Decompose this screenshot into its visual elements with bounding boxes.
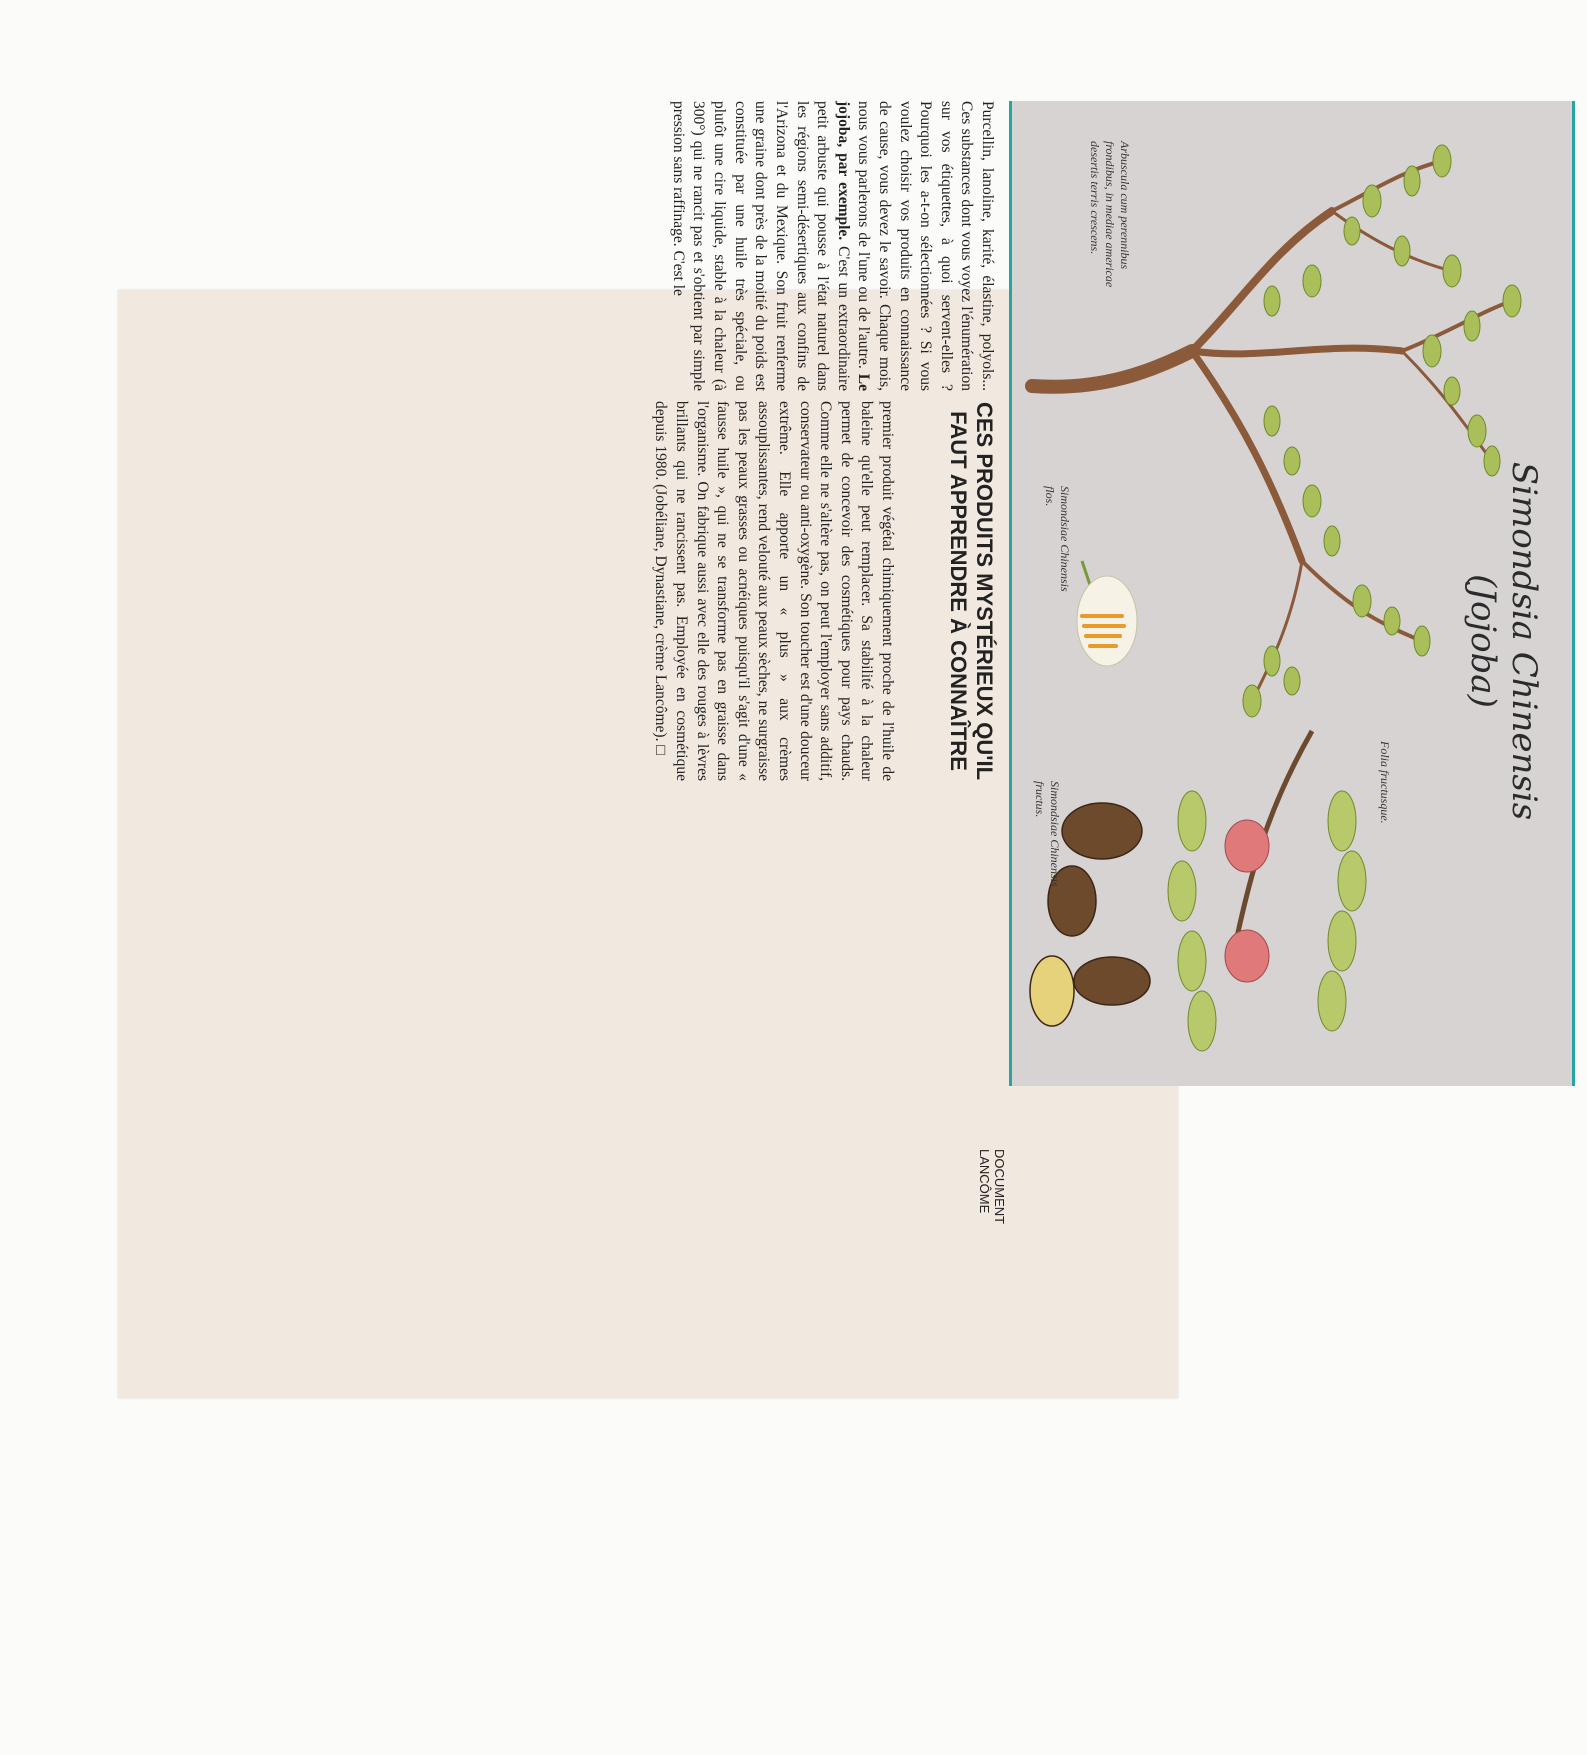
illustration-panel (1009, 101, 1575, 1086)
intro-paragraph: Purcellin, lanoline, karité, élastine, polyols... Ces substances dont vous voyez l'énumération sur vos étiquettes, à quoi servent-elles ? Pourquoi les a-t-on sélectionnées ? Si vous voulez choisir vos produits en connaissance de cause, vous devez le savoir. Chaque mois, nous vous parlerons de l'une ou de l'autre. (855, 101, 996, 391)
title-line-1: Simondsia Chinensis (1504, 461, 1544, 821)
leaves-caption: Folia fructusque. (1378, 741, 1392, 824)
article-body (577, 101, 997, 1086)
document-credit: DOCUMENT LANCÔME (977, 1149, 1007, 1224)
end-mark: □ (652, 745, 670, 755)
article-column-2 (650, 401, 897, 781)
article-headline: CES PRODUITS MYSTÉRIEUX QU'IL FAUT APPRENDRE À CONNAÎTRE (945, 401, 997, 781)
illustration-title (1462, 461, 1544, 821)
article-column-1 (667, 101, 997, 391)
newspaper-clipping (118, 101, 1544, 1398)
fruit-caption: Simondsiae Chinensis fructus. (1033, 781, 1062, 887)
jojoba-paragraph: C'est un extraordinaire petit arbuste qui pousse à l'état naturel dans les régions semi-désertiques aux confins de l'Arizona et du Mexique. Son fruit renferme une graine dont près de la moitié du poids est constituée par une huile très spéciale, ou plutôt une cire liquide, stable à la chaleur (à 300°) qui ne rancit pas et s'obtient par simple pression sans raffinage. C'est le (669, 101, 852, 391)
clipping-content (537, 71, 1587, 1224)
tree-caption: Arbuscula cum perennibus frondibus, in mediae americae desertis terris crescens. (1088, 141, 1132, 288)
jojoba-lead-in: Le jojoba, par exemple. (834, 101, 873, 391)
properties-paragraph: premier produit végétal chimiquement proche de l'huile de baleine qu'elle peut remplacer. Sa stabilité à la chaleur permet de concevoir des cosmétiques pour pays chauds. Comme elle ne s'altère pas, on peut l'employer sans additif, conservateur ou anti-oxygène. Son toucher est d'une douceur extrême. Elle apporte un « plus » aux crèmes assouplissantes, rend velouté aux peaux sèches, ne surgraisse pas les peaux grasses ou acnéiques puisqu'il s'agit d'une « fausse huile », qui ne se transforme pas en graisse dans l'organisme. On fabrique aussi avec elle des rouges à lèvres brillants qui ne rancissent pas. Employée en cosmétique depuis 1980. (Jobéliane, Dynastiane, crème Lancôme). (652, 401, 896, 781)
fruiting-branch-drawing (1168, 731, 1366, 1051)
jojoba-flower-drawing (1077, 561, 1137, 666)
flower-caption: Simondsiae Chinensis flos. (1043, 486, 1072, 592)
title-line-2: (Jojoba) (1463, 574, 1504, 708)
